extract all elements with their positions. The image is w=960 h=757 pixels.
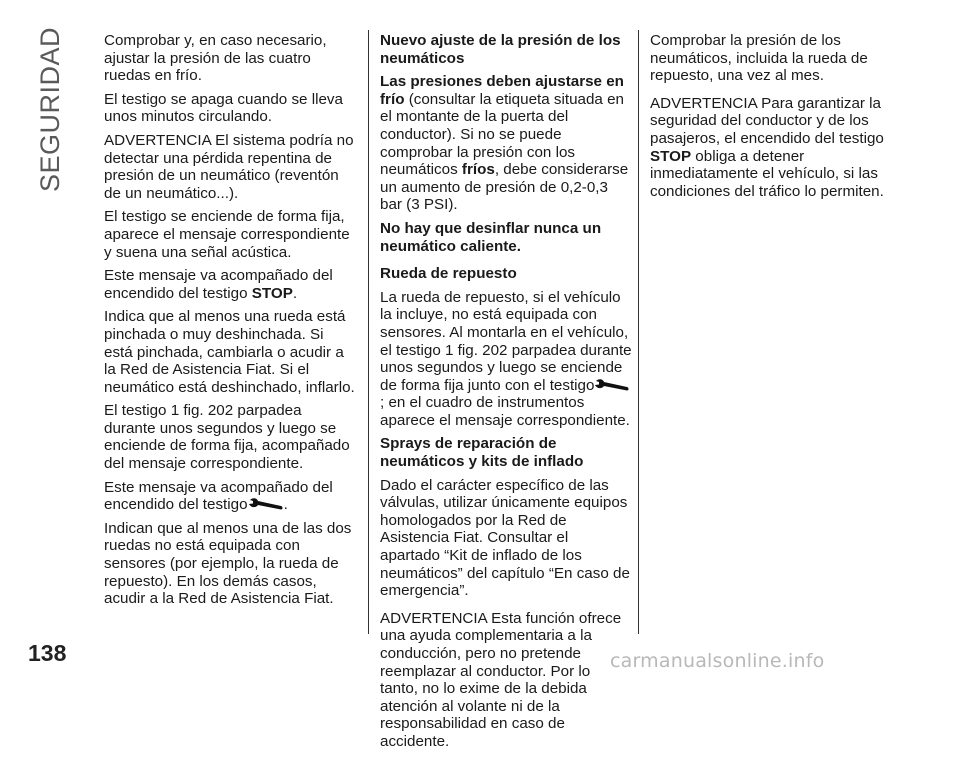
warning-paragraph: ADVERTENCIA El sistema podría no detectar una pérdida repentina de presión de un neumático (reventón de un neumático...). [104,131,354,202]
paragraph: Este mensaje va acompañado del encendido del testigo STOP. [104,267,333,302]
text-column-2 [380,32,632,757]
paragraph: Indica que al menos una rueda está pinchada o muy deshinchada. Si está pinchada, cambiarla o acudir a la Red de Asistencia Fiat. Si el neumático está deshinchado, inflarlo. [104,308,355,396]
section-title [26,26,76,192]
page-number: 138 [28,640,67,666]
text-column-3 [650,32,902,206]
column-divider [368,30,369,634]
paragraph: El testigo se enciende de forma fija, aparece el mensaje correspondiente y suena una señal acústica. [104,208,350,261]
paragraph: Dado el carácter específico de las válvulas, utilizar únicamente equipos homologados por la Red de Asistencia Fiat. Consultar el apartado “Kit de inflado de los neumáticos” del capítulo “En caso de emergencia”. [380,476,630,600]
bold-notice: No hay que desinflar nunca un neumático caliente. [380,219,602,255]
text-column-1 [104,32,356,614]
section-heading: Sprays de reparación de neumáticos y kits de inflado [380,435,584,471]
warning-paragraph: ADVERTENCIA Para garantizar la seguridad del conductor y de los pasajeros, el encendido del testigo STOP obliga a detener inmediatamente el vehículo, si las condiciones del tráfico lo permiten. [650,94,884,200]
paragraph: Comprobar y, en caso necesario, ajustar la presión de las cuatro ruedas en frío. [104,32,327,85]
paragraph: El testigo se apaga cuando se lleva unos minutos circulando. [104,90,343,126]
wrench-icon [248,497,284,511]
paragraph: El testigo 1 fig. 202 parpadea durante unos segundos y luego se enciende de forma fija, acompañado del mensaje correspondiente. [104,402,350,473]
column-divider [638,30,639,634]
section-heading: Rueda de repuesto [380,265,517,283]
paragraph: Indican que al menos una de las dos ruedas no está equipada con sensores (por ejemplo, la rueda de repuesto). En los demás casos, acudir a la Red de Asistencia Fiat. [104,519,352,608]
paragraph: La rueda de repuesto, si el vehículo la incluye, no está equipada con sensores. Al montarla en el vehículo, el testigo 1 fig. 202 parpadea durante unos segundos y luego se enciende de forma fija junto con el testigo ; en el cuadro de instrumentos aparece el mensaje correspondiente. [380,288,632,429]
paragraph: Comprobar la presión de los neumáticos, incluida la rueda de repuesto, una vez al mes. [650,32,868,85]
section-heading: Nuevo ajuste de la presión de los neumáticos [380,32,621,67]
section-title-text: SEGURIDAD [35,26,66,192]
stop-label: STOP [650,147,692,165]
warning-paragraph: ADVERTENCIA Esta función ofrece una ayuda complementaria a la conducción, pero no pretende reemplazar al conductor. Por lo tanto, no lo exime de la debida atención al volante ni de la responsabilidad en caso de accidente. [380,609,622,750]
stop-label: STOP [251,284,293,302]
wrench-icon [594,378,630,392]
paragraph: Las presiones deben ajustarse en frío (consultar la etiqueta situada en el montante de la puerta del conductor). Si no se puede comprobar la presión con los neumáticos fríos, debe considerarse un aumento de presión de 0,2-0,3 bar (3 PSI). [380,73,629,214]
watermark: carmanualsonline.info [610,650,825,672]
paragraph: Este mensaje va acompañado del encendido del testigo . [104,478,333,514]
